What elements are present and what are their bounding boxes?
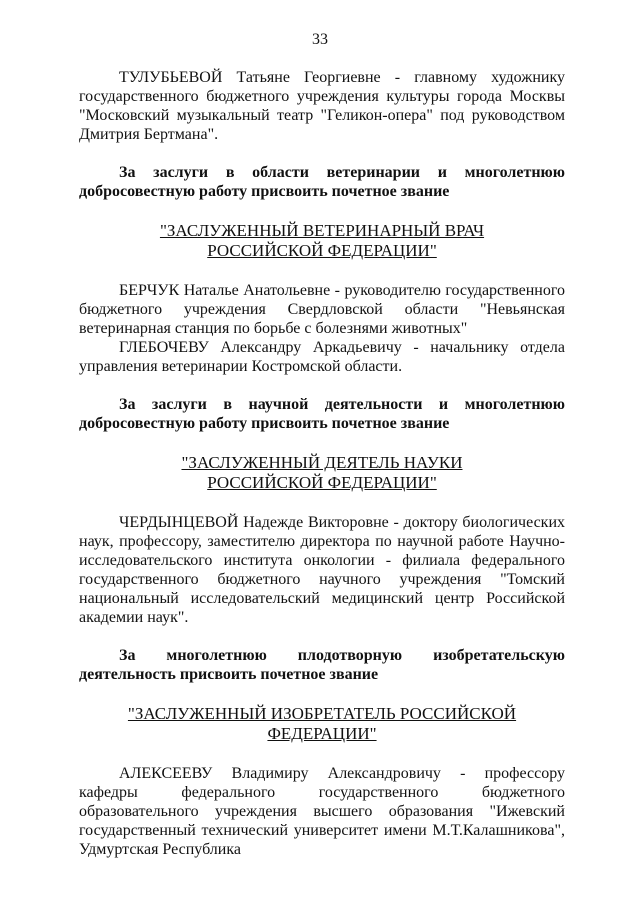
award-recipient-berchuk: БЕРЧУК Наталье Анатольевне - руководителю государственного бюджетного учреждения Свердловской области "Невьянская ветеринарная станция по борьбе с болезнями животных": [79, 282, 565, 337]
award-recipient-glebochev: ГЛЕБОЧЕВУ Александру Аркадьевичу - начальнику отдела управления ветеринарии Костромской области.: [79, 339, 565, 375]
award-title-science-line1: "ЗАСЛУЖЕННЫЙ ДЕЯТЕЛЬ НАУКИ: [181, 453, 463, 472]
award-title-veterinary-line2: РОССИЙСКОЙ ФЕДЕРАЦИИ": [207, 241, 437, 260]
award-recipient-alekseev: АЛЕКСЕЕВУ Владимиру Александровичу - профессору кафедры федерального государственного бюджетного образовательного учреждения высшего образования "Ижевский государственный технический университет имени М.Т.Калашникова", Удмуртская Республика: [79, 765, 565, 858]
award-title-science-line2: РОССИЙСКОЙ ФЕДЕРАЦИИ": [207, 473, 437, 492]
page-number: 33: [312, 31, 328, 48]
award-recipient-tulubyeva: ТУЛУБЬЕВОЙ Татьяне Георгиевне - главному художнику государственного бюджетного учреждения культуры города Москвы "Московский музыкальный театр "Геликон-опера" под руководством Дмитрия Бертмана".: [79, 69, 565, 143]
award-intro-inventor: За многолетнюю плодотворную изобретательскую деятельность присвоить почетное звание: [79, 647, 565, 683]
award-title-veterinary-line1: "ЗАСЛУЖЕННЫЙ ВЕТЕРИНАРНЫЙ ВРАЧ: [159, 221, 485, 240]
award-intro-science: За заслуги в научной деятельности и многолетнюю добросовестную работу присвоить почетное звание: [79, 396, 565, 432]
award-title-inventor: "ЗАСЛУЖЕННЫЙ ИЗОБРЕТАТЕЛЬ РОССИЙСКОЙ ФЕДЕРАЦИИ": [127, 704, 517, 743]
award-recipient-cherdyntseva: ЧЕРДЫНЦЕВОЙ Надежде Викторовне - доктору биологических наук, профессору, заместителю директора по научной работе Научно-исследовательского института онкологии - филиала федерального государственного бюджетного научного учреждения "Томский национальный исследовательский медицинский центр Российской академии наук".: [79, 514, 565, 626]
document-body: [79, 68, 565, 859]
award-intro-veterinary: За заслуги в области ветеринарии и многолетнюю добросовестную работу присвоить почетное звание: [79, 164, 565, 200]
